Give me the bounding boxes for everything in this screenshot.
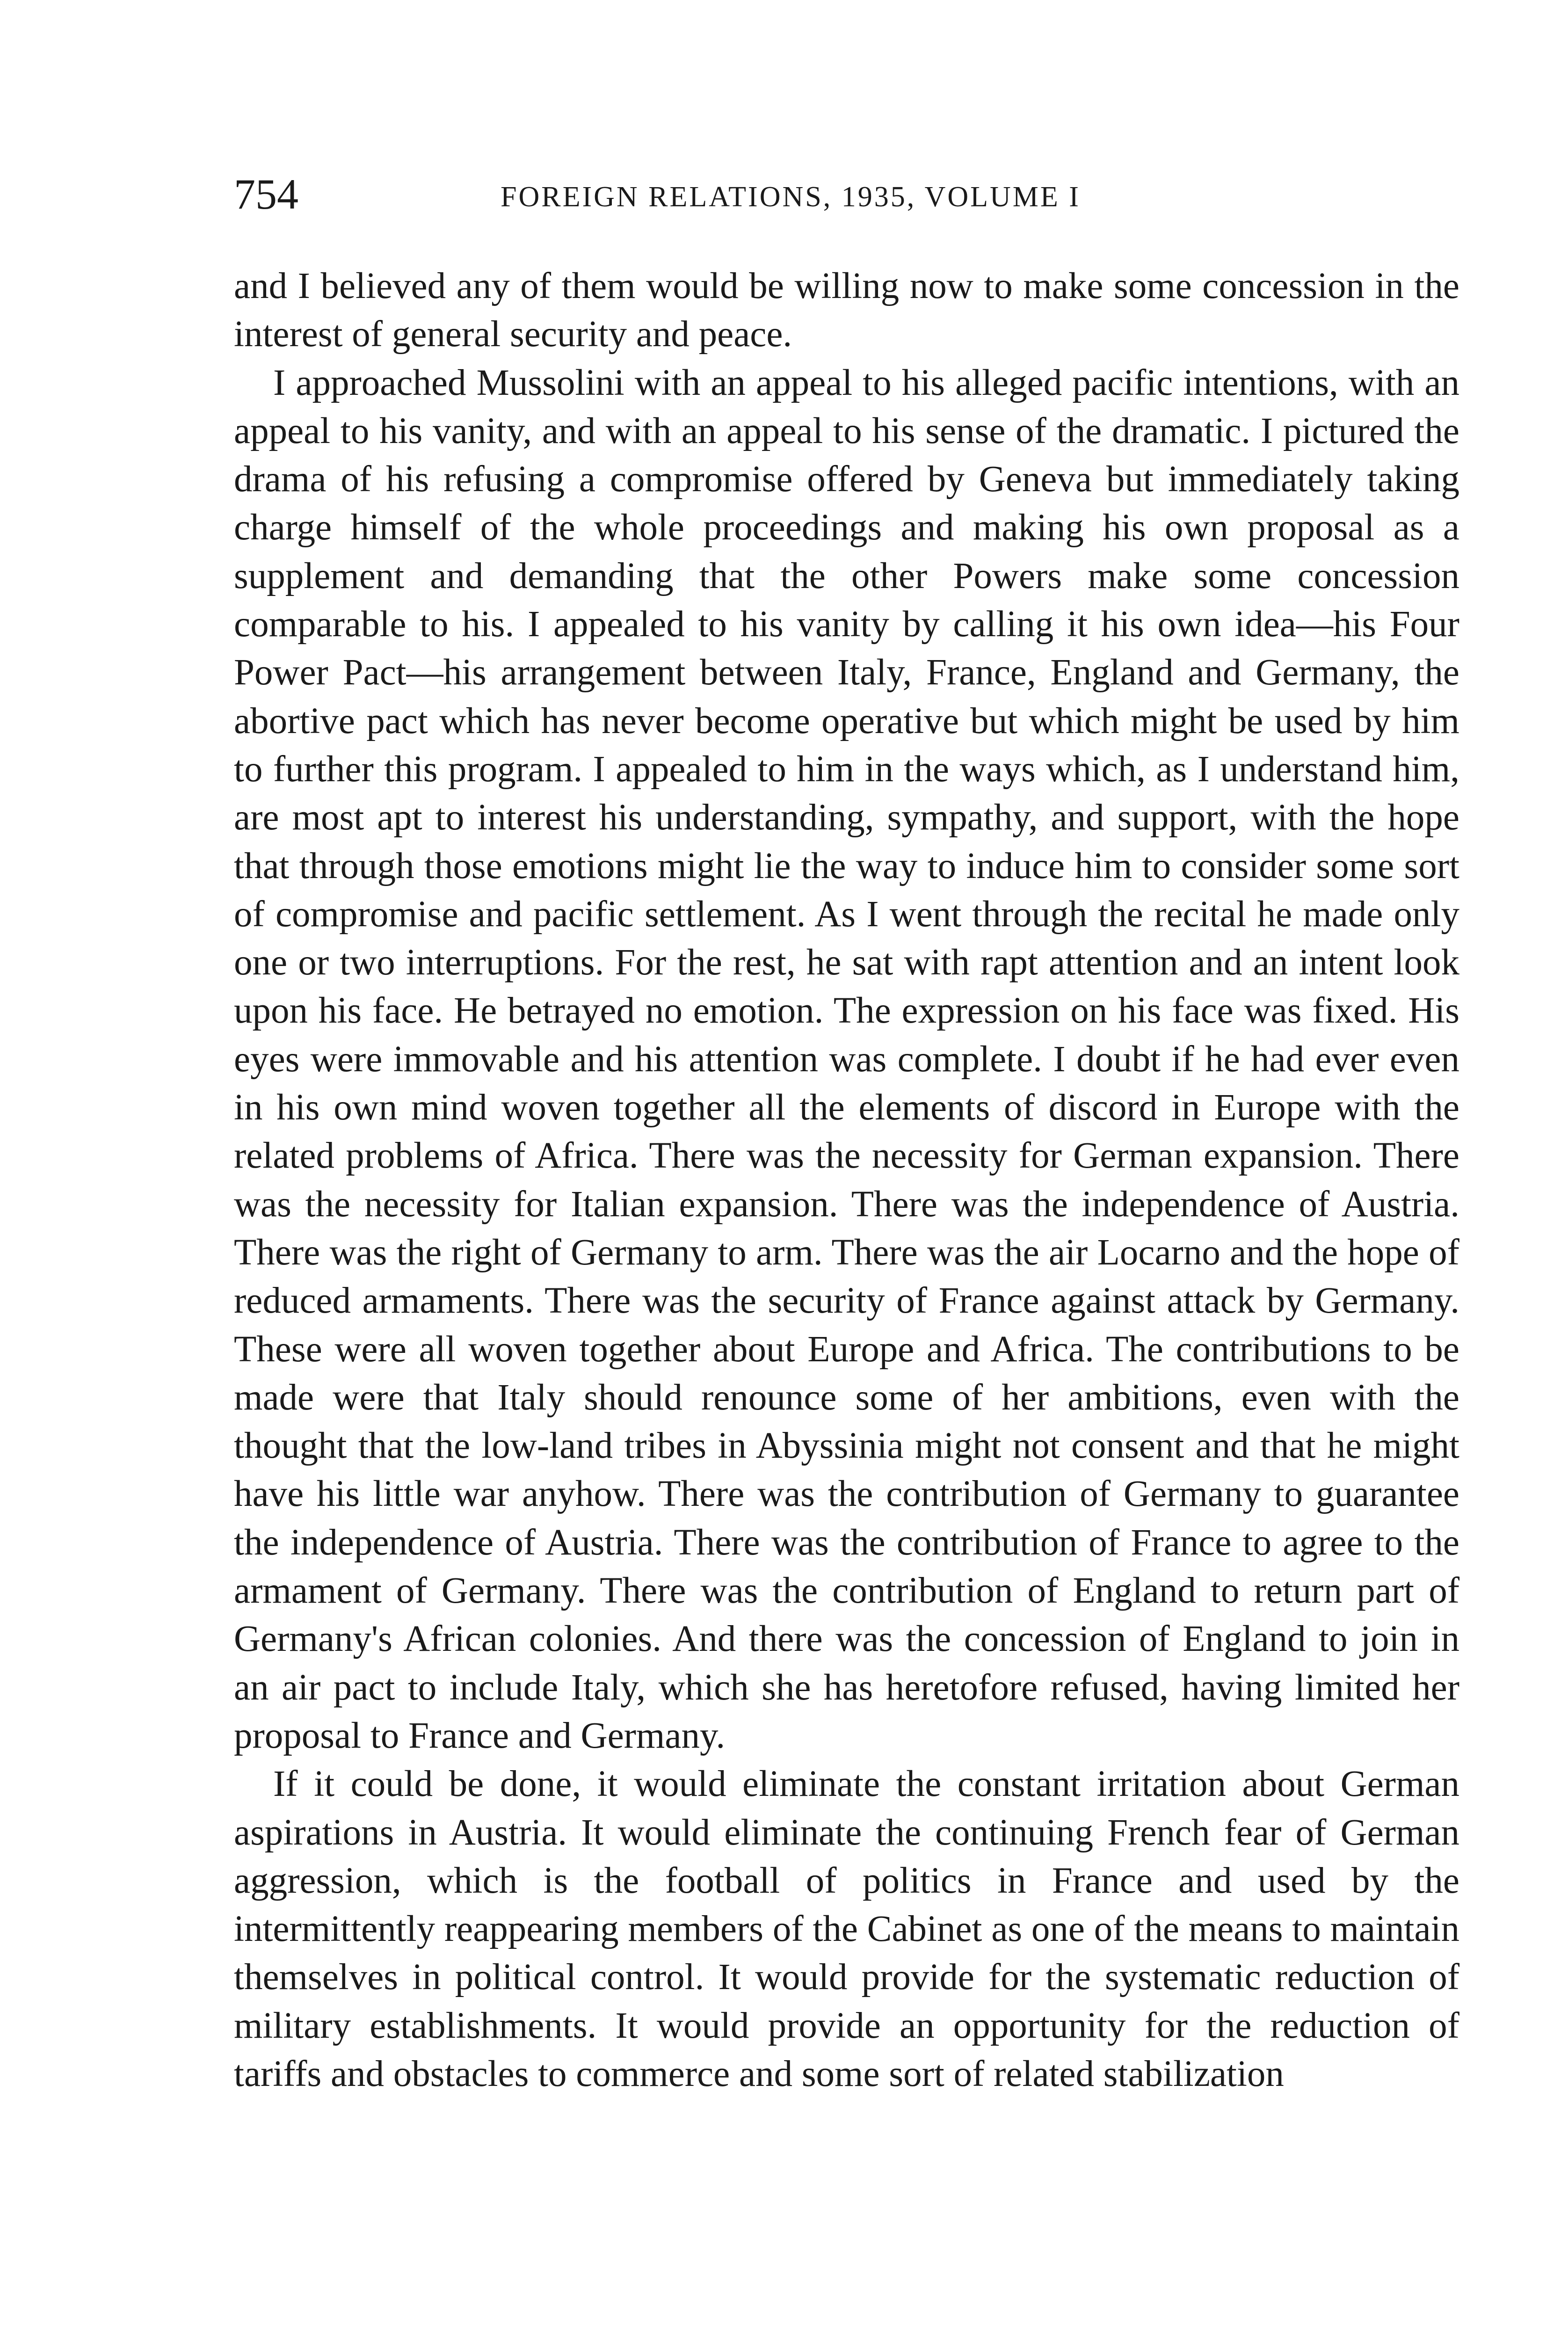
paragraph-continued: and I believed any of them would be willing now to make some concession in the interest of general security and peace. <box>234 266 1459 355</box>
page-header <box>234 171 1459 227</box>
paragraph-consequences: If it could be done, it would eliminate the constant irritation about German aspirations in Austria. It would eliminate the continuing French fear of German aggression, which is the football of politics in France and used by the intermittently reappearing members of the Cabinet as one of the means to maintain themselves in political control. It would provide for the systematic reduction of military establishments. It would provide an opportunity for the reduction of tariffs and obstacles to commerce and some sort of related stabilization <box>234 1764 1459 2094</box>
paragraph-mussolini-appeal: I approached Mussolini with an appeal to his alleged pacific intentions, with an appeal to his vanity, and with an appeal to his sense of the dramatic. I pictured the drama of his refusing a compromise offered by Geneva but immediately taking charge himself of the whole proceedings and making his own proposal as a supplement and demanding that the other Powers make some concession comparable to his. I appealed to his vanity by calling it his own idea—his Four Power Pact—his arrangement between Italy, France, England and Germany, the abortive pact which has never become operative but which might be used by him to further this program. I appealed to him in the ways which, as I understand him, are most apt to interest his understanding, sympathy, and support, with the hope that through those emotions might lie the way to induce him to consider some sort of compromise and pacific settlement. As I went through the recital he made only one or two interruptions. For the rest, he sat with rapt attention and an intent look upon his face. He betrayed no emotion. The expression on his face was fixed. His eyes were immovable and his attention was complete. I doubt if he had ever even in his own mind woven together all the elements of discord in Europe with the related problems of Africa. There was the necessity for German expansion. There was the necessity for Italian expansion. There was the independence of Austria. There was the right of Germany to arm. There was the air Locarno and the hope of reduced armaments. There was the security of France against attack by Germany. These were all woven together about Europe and Africa. The contributions to be made were that Italy should renounce some of her ambitions, even with the thought that the low-land tribes in Abyssinia might not consent and that he might have his little war anyhow. There was the contribution of Germany to guarantee the independence of Austria. There was the contribution of France to agree to the armament of Germany. There was the contribution of England to return part of Germany's African colonies. And there was the concession of England to join in an air pact to include Italy, which she has heretofore refused, having limited her proposal to France and Germany. <box>234 362 1459 1756</box>
body-text <box>234 262 1459 2098</box>
running-head: FOREIGN RELATIONS, 1935, VOLUME I <box>501 181 1081 213</box>
page-number: 754 <box>234 170 298 218</box>
